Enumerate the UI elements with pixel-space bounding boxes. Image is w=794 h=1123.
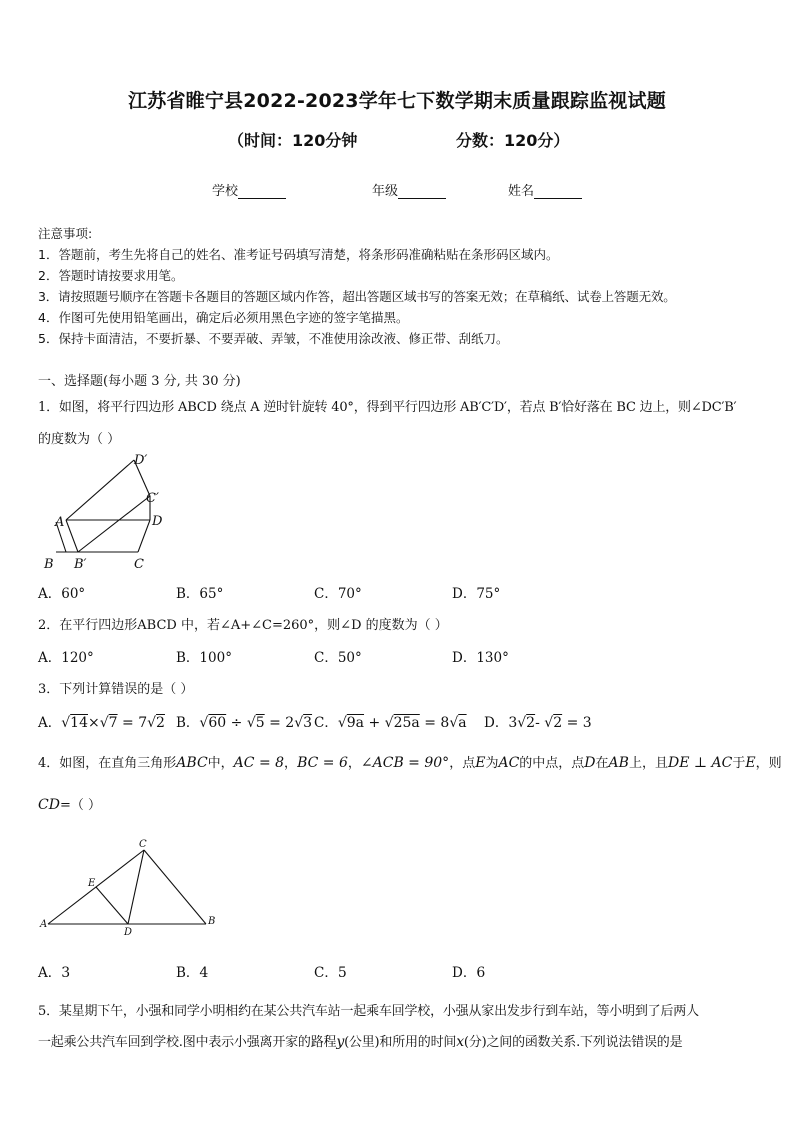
exam-score: 分数：120分） xyxy=(456,131,570,150)
q3-option-b[interactable] xyxy=(176,711,312,731)
q2-option-c[interactable]: C．50° xyxy=(314,650,362,666)
q4-label-c: C xyxy=(139,839,147,850)
q3-option-c[interactable] xyxy=(314,711,467,731)
question-4-text-cont: CD=（ ） xyxy=(38,797,101,813)
note-item: 1．答题前，考生先将自己的姓名、准考证号码填写清楚，将条形码准确粘贴在条形码区域内。 xyxy=(38,247,559,262)
school-blank[interactable] xyxy=(238,184,286,199)
q4-edge-de xyxy=(96,887,128,924)
q3-option-c-expr: √9a + √25a = 8√a xyxy=(337,715,467,731)
q3-option-a[interactable] xyxy=(38,711,165,731)
note-item: 5．保持卡面清洁，不要折暴、不要弄破、弄皱，不准使用涂改液、修正带、刮纸刀。 xyxy=(38,331,509,346)
section-heading: 一、选择题(每小题 3 分, 共 30 分) xyxy=(38,374,241,389)
q3-option-b-label: B． xyxy=(176,715,200,731)
note-item: 2．答题时请按要求用笔。 xyxy=(38,268,184,283)
q4-label-b: B xyxy=(208,916,216,927)
question-2-text: 2．在平行四边形ABCD 中，若∠A+∠C=260°，则∠D 的度数为（ ） xyxy=(38,618,448,633)
q4-option-b[interactable]: B．4 xyxy=(176,965,209,981)
q2-option-a[interactable]: A．120° xyxy=(38,650,94,666)
q3-option-d-label: D． xyxy=(484,715,509,731)
grade-label: 年级 xyxy=(372,184,399,199)
q4-label-e: E xyxy=(88,878,96,889)
notes-heading: 注意事项: xyxy=(38,226,93,241)
school-field xyxy=(212,180,286,199)
grade-field xyxy=(372,180,446,199)
q1-edge-a-dp xyxy=(66,460,134,520)
q1-option-d[interactable]: D．75° xyxy=(452,586,501,602)
q1-label-a: A xyxy=(55,515,65,530)
q2-option-b[interactable]: B．100° xyxy=(176,650,232,666)
q1-label-b: B xyxy=(44,557,54,572)
q1-label-c: C xyxy=(134,557,144,572)
q1-label-dp: D′ xyxy=(134,453,148,468)
question-1-text-cont: 的度数为（ ） xyxy=(38,432,121,447)
q1-edge-cd xyxy=(138,520,150,552)
question-4-figure xyxy=(40,836,220,940)
q1-option-c[interactable]: C．70° xyxy=(314,586,362,602)
q2-option-d[interactable]: D．130° xyxy=(452,650,509,666)
q1-edge-a-bp xyxy=(66,520,78,552)
q3-option-d[interactable] xyxy=(484,711,592,731)
question-4-text: 4．如图，在直角三角形ABC中，AC = 8，BC = 6，∠ACB = 90°，点E为AC的中点，点D在AB上，且DE ⊥ AC于E，则 xyxy=(38,755,782,771)
q1-label-cp: C′ xyxy=(146,491,159,506)
q1-label-d: D xyxy=(152,514,163,529)
question-1-figure xyxy=(40,448,180,574)
q3-option-c-label: C． xyxy=(314,715,338,731)
name-label: 姓名 xyxy=(508,184,535,199)
q1-edge-cp-bp xyxy=(78,496,150,552)
q4-edge-bc xyxy=(144,850,206,924)
q1-label-bp: B′ xyxy=(74,557,87,572)
q4-label-a: A xyxy=(40,919,48,930)
exam-time: （时间：120分钟 xyxy=(228,131,358,150)
q4-option-d[interactable]: D．6 xyxy=(452,965,486,981)
name-blank[interactable] xyxy=(534,184,582,199)
q4-label-d: D xyxy=(124,927,133,938)
q4-option-a[interactable]: A．3 xyxy=(38,965,71,981)
q1-option-a[interactable]: A．60° xyxy=(38,586,86,602)
question-5-text-cont: 一起乘公共汽车回到学校.图中表示小强离开家的路程y(公里)和所用的时间x(分)之间的函数关系.下列说法错误的是 xyxy=(38,1034,683,1050)
q3-option-a-expr: √14×√7 = 7√2 xyxy=(61,715,165,731)
q3-option-a-label: A． xyxy=(38,715,62,731)
question-1-text: 1．如图，将平行四边形 ABCD 绕点 A 逆时针旋转 40°，得到平行四边形 AB′C′D′，若点 B′恰好落在 BC 边上，则∠DC′B′ xyxy=(38,400,737,415)
grade-blank[interactable] xyxy=(398,184,446,199)
name-field xyxy=(508,180,582,199)
page-title: 江苏省睢宁县2022-2023学年七下数学期末质量跟踪监视试题 xyxy=(128,90,666,112)
note-item: 4．作图可先使用铅笔画出，确定后必须用黑色字迹的签字笔描黑。 xyxy=(38,310,409,325)
note-item: 3．请按照题号顺序在答题卡各题目的答题区域内作答，超出答题区域书写的答案无效；在草稿纸、试卷上答题无效。 xyxy=(38,289,676,304)
question-3-text: 3．下列计算错误的是（ ） xyxy=(38,682,194,697)
q1-option-b[interactable]: B．65° xyxy=(176,586,224,602)
q3-option-b-expr: √60 ÷ √5 = 2√3 xyxy=(199,715,313,731)
q3-option-d-expr: 3√2- √2 = 3 xyxy=(508,715,592,731)
question-5-text: 5．某星期下午，小强和同学小明相约在某公共汽车站一起乘车回学校，小强从家出发步行到车站，等小明到了后两人 xyxy=(38,1004,699,1019)
q4-option-c[interactable]: C．5 xyxy=(314,965,347,981)
school-label: 学校 xyxy=(212,184,239,199)
